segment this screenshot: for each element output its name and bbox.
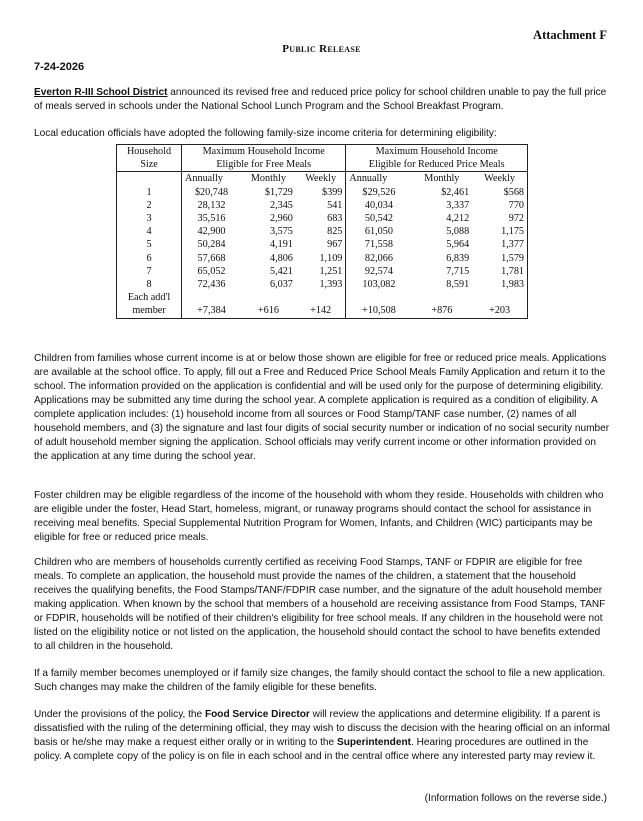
reduced-monthly: $2,461 [441, 186, 470, 198]
sub-weekly-reduced: Weekly [484, 173, 516, 185]
household-size: 5 [146, 239, 152, 251]
table-body [117, 186, 528, 292]
household-size: 8 [146, 279, 152, 291]
free-monthly: 5,421 [269, 265, 293, 277]
household-size: 3 [146, 213, 152, 225]
reduced-annual: 50,542 [346, 212, 412, 225]
paragraph-food-stamps: Children who are members of households currently certified as receiving Food Stamps, TANF or FDPIR are eligible for free meals. To complete an application, the household must provide the names of the children, a statement that the household receives the qualifying benefits, the Food Stamps/TANF/FDPIR case number, and the signature of the adult household member making application. When known by the school that members of a household are receiving assistance from Food Stamps, TANF or FDPIR, households will be notified of their children's eligibility for free school meals. If any children in the household were not listed on the eligibility notice or not listed on the application, the household should contact the school to have benefits extended to all children in the household. [34, 557, 606, 652]
free-weekly: 1,393 [319, 279, 343, 291]
table-row [117, 252, 528, 265]
free-annual: 28,132 [182, 199, 241, 212]
paragraph-hearing [34, 708, 610, 764]
reduced-annual: 92,574 [346, 265, 412, 278]
reduced-header-line1: Maximum Household Income [375, 146, 498, 157]
sub-weekly: Weekly [305, 173, 337, 185]
add-free-monthly: +616 [257, 305, 279, 317]
household-size: 6 [146, 252, 152, 264]
reduced-header [346, 145, 528, 159]
household-size: 7 [146, 265, 152, 277]
empty-cell [117, 172, 182, 186]
free-header [182, 145, 346, 159]
intro-text: announced its revised free and reduced price policy for school children unable to pay the full price of meals served in schools under the National School Lunch Program and the School Breakfast Program. [34, 87, 607, 112]
free-monthly: 6,037 [269, 279, 293, 291]
free-weekly: 1,109 [319, 252, 343, 264]
free-annual: 42,900 [182, 225, 241, 238]
free-weekly: 683 [327, 213, 343, 225]
reduced-monthly: 6,839 [446, 252, 470, 264]
sub-annually: Annually [182, 172, 241, 186]
table-row [117, 278, 528, 291]
add-empty [182, 291, 241, 304]
free-monthly: 4,191 [269, 239, 293, 251]
free-annual: $20,748 [182, 186, 241, 199]
district-name: Everton R-III School District [34, 87, 168, 98]
reduced-weekly: 1,377 [501, 239, 524, 251]
reduced-annual: 82,066 [346, 252, 412, 265]
free-monthly: 2,345 [269, 199, 293, 211]
food-service-director: Food Service Director [204, 709, 310, 720]
reduced-monthly: 4,212 [446, 213, 470, 225]
free-header-line1: Maximum Household Income [202, 146, 325, 157]
household-size: 4 [146, 226, 152, 238]
household-header-2: Size [117, 158, 182, 172]
household-header [117, 145, 182, 159]
reduced-monthly: 3,337 [446, 199, 470, 211]
household-size: 1 [146, 186, 152, 198]
intro-paragraph [34, 86, 610, 114]
reduced-monthly: 5,088 [446, 226, 470, 238]
add-label-2: member [132, 305, 166, 317]
reduced-annual: 40,034 [346, 199, 412, 212]
income-table [116, 144, 528, 319]
reduced-monthly: 7,715 [446, 265, 470, 277]
free-header-2: Eligible for Free Meals [182, 158, 346, 172]
free-monthly: 3,575 [269, 226, 293, 238]
sub-monthly-reduced: Monthly [424, 173, 460, 185]
paragraph-changes: If a family member becomes unemployed or if family size changes, the family should contact the school to file a new application. Such changes may make the children of the family eligible for these benefits. [34, 668, 606, 693]
reduced-annual: 103,082 [346, 278, 412, 291]
reduced-monthly: 5,964 [446, 239, 470, 251]
add-reduced-monthly: +876 [431, 305, 453, 317]
reduced-monthly: 8,591 [446, 279, 470, 291]
free-annual: 50,284 [182, 238, 241, 251]
add-free-weekly: +142 [310, 305, 332, 317]
add-label-1: Each add'l [127, 292, 171, 304]
table-row [117, 186, 528, 199]
free-weekly: 1,251 [319, 265, 343, 277]
reduced-weekly: 1,983 [501, 279, 524, 291]
reduced-annual: $29,526 [346, 186, 412, 199]
free-weekly: 541 [327, 199, 343, 211]
reduced-header-2: Eligible for Reduced Price Meals [346, 158, 528, 172]
attachment-label: Attachment F [533, 28, 607, 42]
free-monthly: 2,960 [269, 213, 293, 225]
reduced-weekly: 770 [508, 199, 524, 211]
hearing-text-e: . Hearing procedures are outlined in the policy. A complete copy of the policy is on file in each school and in the central office where any interested party may review it. [34, 737, 596, 762]
free-annual: 65,052 [182, 265, 241, 278]
free-monthly: $1,729 [264, 186, 293, 198]
sub-annually-reduced: Annually [346, 172, 412, 186]
free-annual: 57,668 [182, 252, 241, 265]
reverse-side-note: (Information follows on the reverse side.) [424, 793, 607, 804]
add-free-annual: +7,384 [182, 304, 241, 318]
free-monthly: 4,806 [269, 252, 293, 264]
sub-monthly: Monthly [250, 173, 286, 185]
paragraph-eligibility: Children from families whose current income is at or below those shown are eligible for free or reduced price meals. Applications are available at the school office. To apply, fill out a Free and Reduced Price School Meals Family Application and return it to the school. The information provided on the application is confidential and will be used only for the purpose of determining eligibility. Applications may be submitted any time during the school year. A complete application is required as a condition of eligibility. A complete application includes: (1) household income from all sources or Food Stamp/TANF case number, (2) names of all household members, and (3) the signature and last four digits of social security number or indication of no social security number of adult household member signing the application. School officials may verify current income or other information provided on the application at any time during the school year. [34, 353, 610, 462]
table-row [117, 212, 528, 225]
reduced-weekly: 1,579 [501, 252, 524, 264]
paragraph-foster: Foster children may be eligible regardless of the income of the household with whom they reside. Households with children who are eligible under the foster, Head Start, homeless, migrant, or runaway programs should contact the school for assistance in receiving meal benefits. Special Supplemental Nutrition Program for Women, Infants, and Children (WIC) participants may be eligible for free or reduced price meals. [34, 490, 604, 543]
table-row [117, 199, 528, 212]
superintendent: Superintendent [336, 737, 411, 748]
free-annual: 35,516 [182, 212, 241, 225]
reduced-weekly: $568 [503, 186, 524, 198]
household-size: 2 [146, 199, 152, 211]
table-row [117, 225, 528, 238]
document-date: 7-24-2026 [34, 61, 85, 73]
add-reduced-weekly: +203 [489, 305, 511, 317]
table-row [117, 265, 528, 278]
free-weekly: 967 [327, 239, 343, 251]
reduced-weekly: 1,175 [501, 226, 524, 238]
free-weekly: 825 [327, 226, 343, 238]
household-header-line1: Household [126, 146, 172, 157]
table-row [117, 238, 528, 251]
reduced-weekly: 972 [508, 213, 524, 225]
reduced-annual: 71,558 [346, 238, 412, 251]
reduced-annual: 61,050 [346, 225, 412, 238]
free-annual: 72,436 [182, 278, 241, 291]
reduced-weekly: 1,781 [501, 265, 524, 277]
criteria-text: Local education officials have adopted the following family-size income criteria for determining eligibility: [34, 128, 497, 139]
hearing-text-c: will review the applications and determine eligibility. If a parent is dissatisfied with the ruling of the determining official, they may wish to discuss the decision with the hearing official on an informal basis or he/she may make a request either orally or in writing to the [34, 709, 610, 748]
hearing-text-a: Under the provisions of the policy, the [34, 709, 205, 720]
release-heading: Public Release [282, 43, 361, 55]
free-weekly: $399 [322, 186, 343, 198]
add-reduced-annual: +10,508 [346, 304, 412, 318]
